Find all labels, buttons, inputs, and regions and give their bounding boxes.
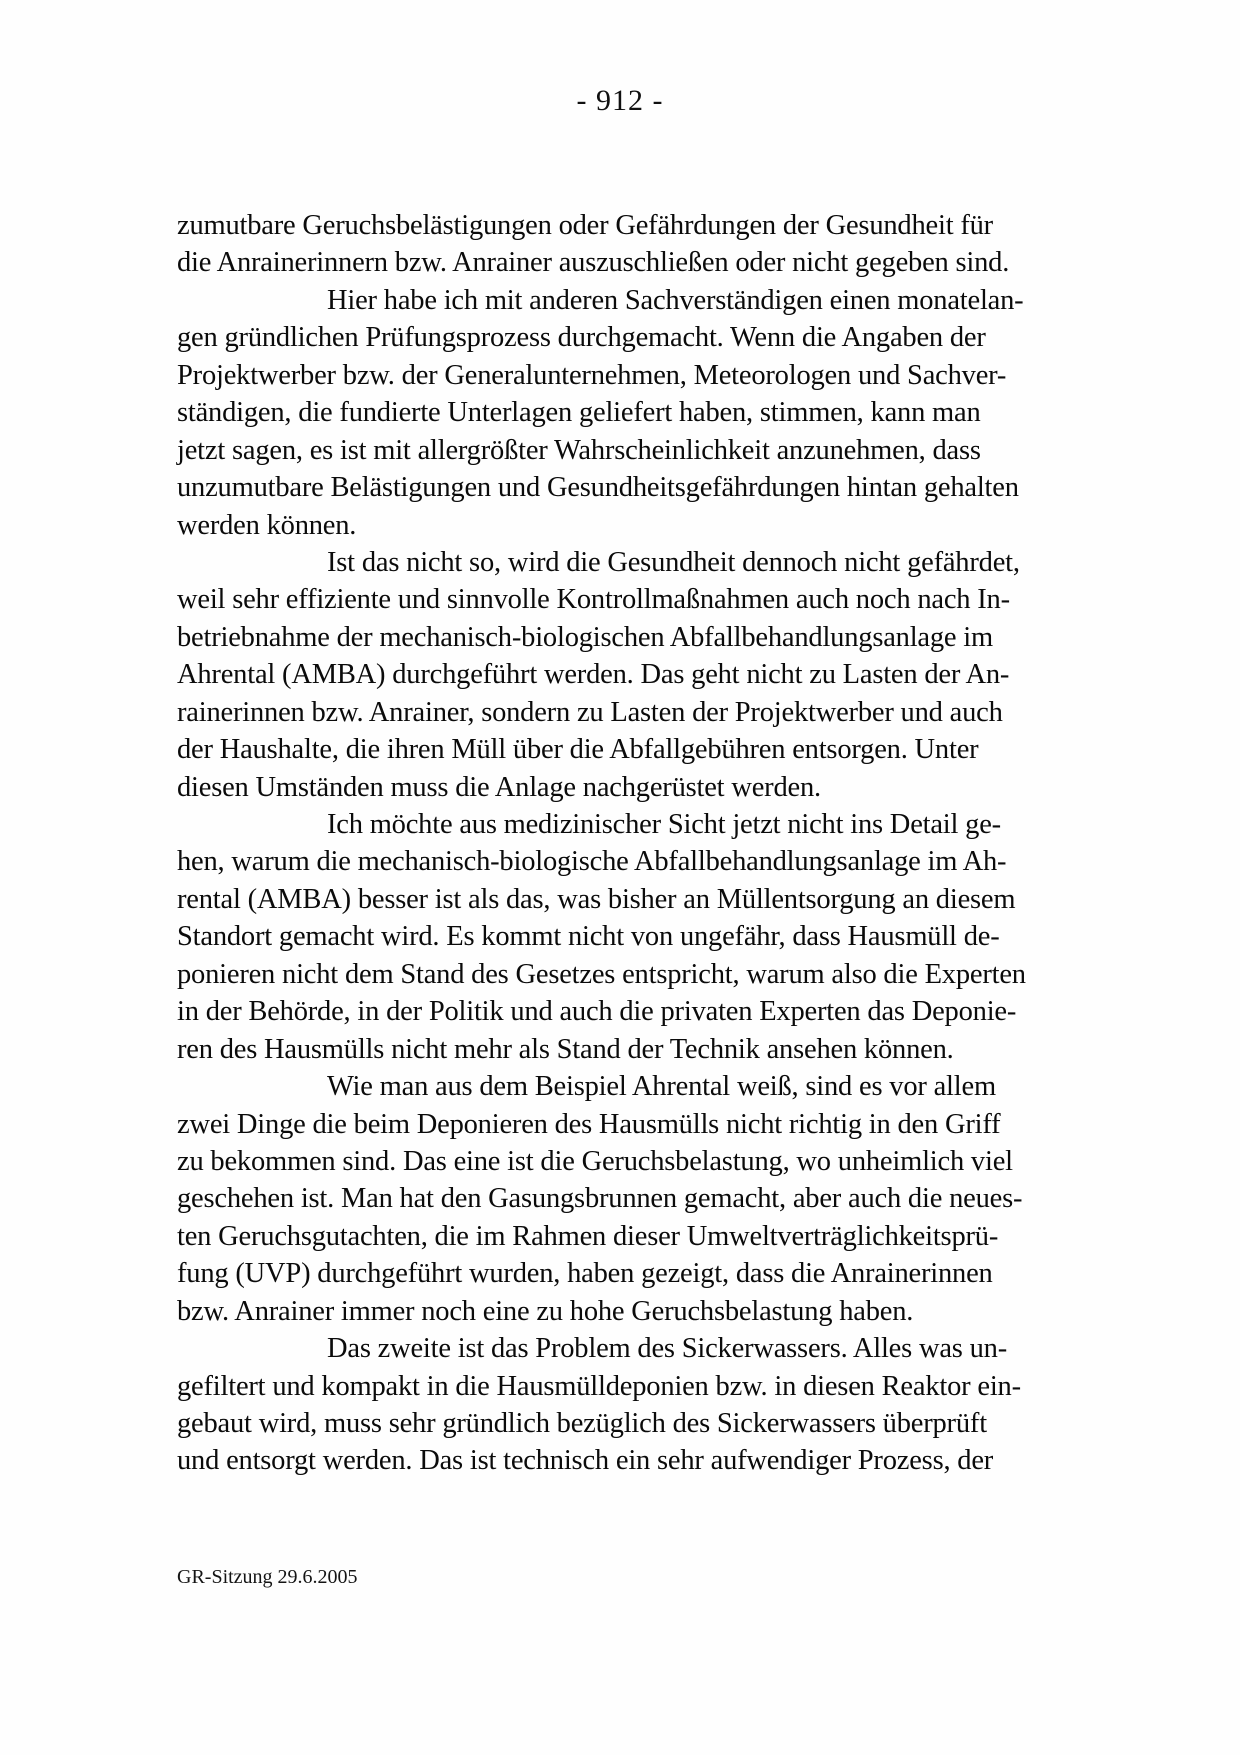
text-line: die Anrainerinnern bzw. Anrainer auszuschließen oder nicht gegeben sind.	[177, 247, 1010, 279]
text-line: rainerinnen bzw. Anrainer, sondern zu Lasten der Projektwerber und auch	[177, 696, 1003, 728]
text-line: gebaut wird, muss sehr gründlich bezüglich des Sickerwassers überprüft	[177, 1408, 987, 1439]
text-line: Standort gemacht wird. Es kommt nicht von ungefähr, dass Hausmüll de-	[177, 921, 1000, 953]
text-line: gefiltert und kompakt in die Hausmülldeponien bzw. in diesen Reaktor ein-	[177, 1370, 1021, 1402]
text-line: ponieren nicht dem Stand des Gesetzes entspricht, warum also die Experten	[177, 958, 1026, 990]
text-line: und entsorgt werden. Das ist technisch ein sehr aufwendiger Prozess, der	[177, 1445, 994, 1477]
text-line: Das zweite ist das Problem des Sickerwassers. Alles was un-	[327, 1333, 1007, 1365]
text-line: hen, warum die mechanisch-biologische Abfallbehandlungsanlage im Ah-	[177, 846, 1007, 878]
document-body	[177, 207, 1077, 1480]
text-line: der Haushalte, die ihren Müll über die Abfallgebühren entsorgen. Unter	[177, 734, 979, 766]
text-line: bzw. Anrainer immer noch eine zu hohe Geruchsbelastung haben.	[177, 1295, 914, 1327]
text-line: werden können.	[177, 509, 357, 541]
text-line: zumutbare Geruchsbelästigungen oder Gefährdungen der Gesundheit für	[177, 210, 993, 241]
text-line: Projektwerber bzw. der Generalunternehmen, Meteorologen und Sachver-	[177, 359, 1007, 391]
text-line: ständigen, die fundierte Unterlagen geliefert haben, stimmen, kann man	[177, 397, 981, 429]
text-line: unzumutbare Belästigungen und Gesundheitsgefährdungen hintan gehalten	[177, 472, 1019, 504]
text-line: ten Geruchsgutachten, die im Rahmen dieser Umweltverträglichkeitsprü-	[177, 1220, 999, 1252]
text-line: Hier habe ich mit anderen Sachverständigen einen monatelan-	[327, 284, 1024, 316]
text-line: rental (AMBA) besser ist als das, was bisher an Müllentsorgung an diesem	[177, 883, 1016, 915]
text-line: diesen Umständen muss die Anlage nachgerüstet werden.	[177, 771, 821, 803]
text-line: fung (UVP) durchgeführt wurden, haben gezeigt, dass die Anrainerinnen	[177, 1258, 993, 1290]
text-line: gen gründlichen Prüfungsprozess durchgemacht. Wenn die Angaben der	[177, 322, 986, 354]
page-number: - 912 -	[576, 84, 664, 117]
text-line: Ich möchte aus medizinischer Sicht jetzt nicht ins Detail ge-	[327, 809, 1001, 840]
text-line: zu bekommen sind. Das eine ist die Geruchsbelastung, wo unheimlich viel	[177, 1145, 1013, 1177]
text-line: weil sehr effiziente und sinnvolle Kontrollmaßnahmen auch noch nach In-	[177, 584, 1010, 616]
text-line: zwei Dinge die beim Deponieren des Hausmülls nicht richtig in den Griff	[177, 1108, 1001, 1140]
text-line: Ahrental (AMBA) durchgeführt werden. Das geht nicht zu Lasten der An-	[177, 659, 1010, 691]
footer-note: GR-Sitzung 29.6.2005	[177, 1566, 358, 1588]
text-line: Wie man aus dem Beispiel Ahrental weiß, sind es vor allem	[327, 1071, 996, 1103]
text-line: ren des Hausmülls nicht mehr als Stand der Technik ansehen können.	[177, 1033, 954, 1065]
text-line: betriebnahme der mechanisch-biologischen Abfallbehandlungsanlage im	[177, 621, 993, 653]
text-line: jetzt sagen, es ist mit allergrößter Wahrscheinlichkeit anzunehmen, dass	[177, 434, 981, 466]
text-line: in der Behörde, in der Politik und auch die privaten Experten das Deponie-	[177, 996, 1017, 1028]
text-line: geschehen ist. Man hat den Gasungsbrunnen gemacht, aber auch die neues-	[177, 1183, 1023, 1215]
text-line: Ist das nicht so, wird die Gesundheit dennoch nicht gefährdet,	[327, 546, 1020, 578]
